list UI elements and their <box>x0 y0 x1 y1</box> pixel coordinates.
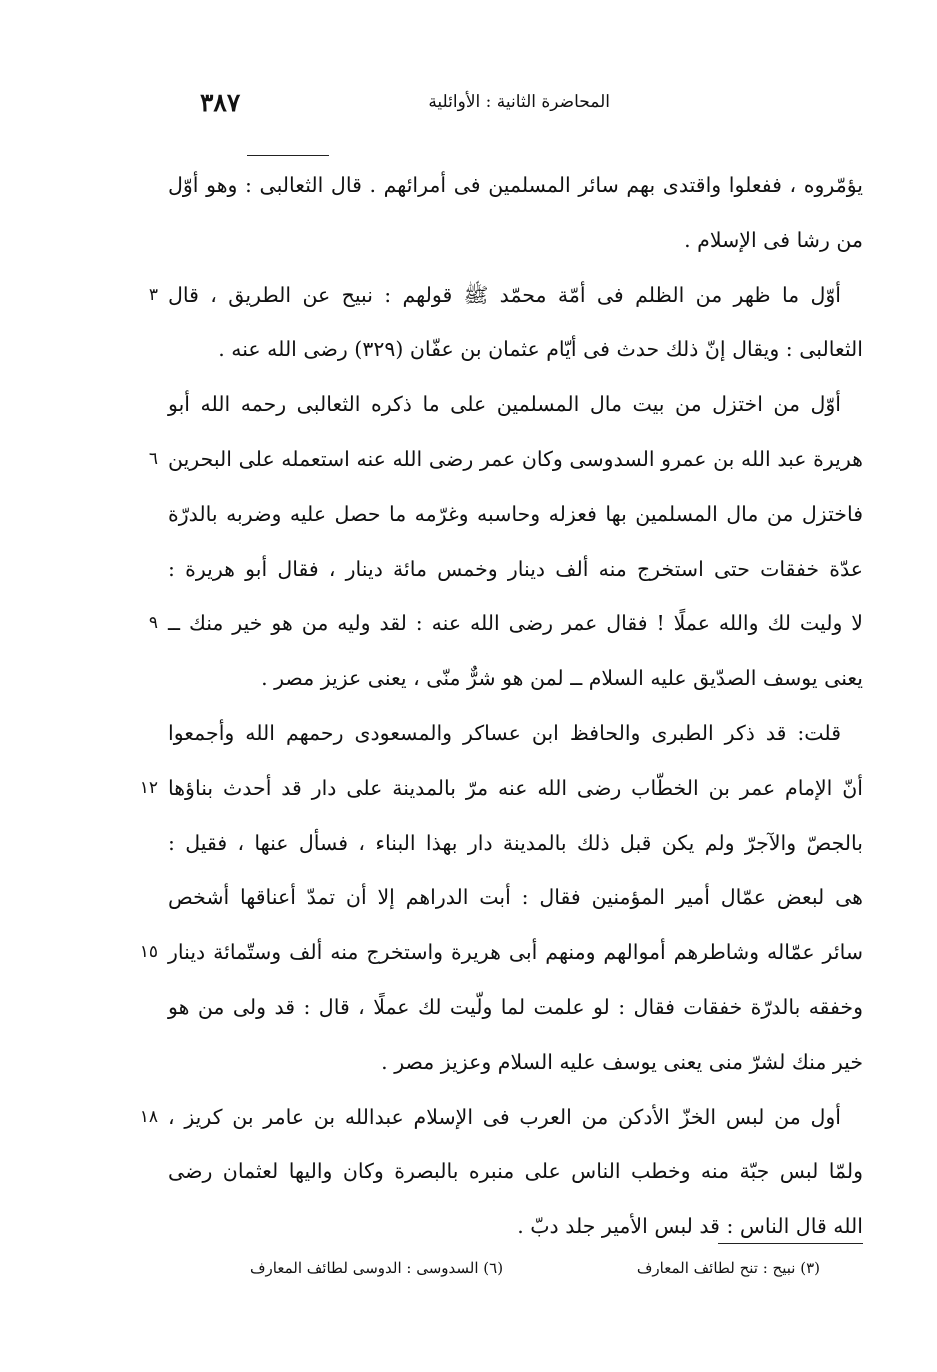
body-text <box>139 158 863 1254</box>
line-number: ١٥ <box>139 942 158 963</box>
text-line: من رشا فى الإسلام . <box>684 227 863 252</box>
text-line: يعنى يوسف الصدّيق عليه السلام ــ لمن هو شرٌّ منّى ، يعنى عزيز مصر . <box>261 666 863 691</box>
line-number: ٩ <box>148 613 158 634</box>
line-number: ٦ <box>148 448 158 469</box>
text-line: بالجصّ والآجرّ ولم يكن قبل ذلك بالمدينة دار بهذا البناء ، فسأل عنها ، فقيل : <box>168 830 863 855</box>
text-line: أول من لبس الخزّ الأدكن من العرب فى الإسلام عبدالله بن عامر بن كريز ، ١٨ <box>168 1090 863 1145</box>
text-line: فاختزل من مال المسلمين بها فعزله وحاسبه وغرّمه ما حصل عليه وضربه بالدرّة <box>168 501 863 526</box>
text-line: لا وليت لك والله عملًا ! فقال عمر رضى الله عنه : لقد وليه من هو خير منك ــ ٩ <box>168 596 863 651</box>
text-line: عدّة خفقات حتى استخرج منه ألف دينار وخمس مائة دينار ، فقال أبو هريرة : <box>168 556 863 581</box>
text-line: الله قال الناس : قد لبس الأمير جلد دبّ . <box>517 1214 863 1239</box>
footnotes <box>250 1256 820 1280</box>
line-number: ١٨ <box>139 1106 158 1127</box>
line-number: ١٢ <box>139 777 158 798</box>
text-line: هى لبعض عمّال أمير المؤمنين فقال : أبت الدراهم إلا أن تمدّ أعناقها أشخص <box>168 885 863 910</box>
text-line: سائر عمّاله وشاطرهم أموالهم ومنهم أبى هريرة واستخرج منه ألف وستّمائة دينار ١٥ <box>168 925 863 980</box>
text-line: أوّل ما ظهر من الظلم فى أمّة محمّد ﷺ قولهم : نبيح عن الطريق ، قال ٣ <box>168 268 863 323</box>
footnote-rule <box>718 1243 863 1244</box>
text-line: أنّ الإمام عمر بن الخطّاب رضى الله عنه مرّ بالمدينة على دار قد أحدث بناؤها ١٢ <box>168 761 863 816</box>
footnote: (٦) السدوسى : الدوسى لطائف المعارف <box>250 1259 504 1277</box>
text-line: أوّل من اختزل من بيت مال المسلمين على ما ذكره الثعالبى رحمه الله أبو <box>168 392 841 417</box>
text-line: ولمّا لبس جبّة منه وخطب الناس على منبره بالبصرة وكان واليها لعثمان رضى <box>168 1159 863 1184</box>
text-line: الثعالبى : ويقال إنّ ذلك حدث فى أيّام عثمان بن عفّان (٣٢٩) رضى الله عنه . <box>218 337 863 362</box>
text-line: خير منك لشرّ منى يعنى يوسف عليه السلام وعزيز مصر . <box>381 1049 863 1074</box>
overline-mark <box>247 155 329 156</box>
running-title: المحاضرة الثانية : الأوائلية <box>428 92 610 112</box>
text-line: وخفقه بالدرّة خفقات فقال : لو علمت لما ولّيت لك عملًا ، قال : قد ولى من هو <box>168 994 863 1019</box>
text-line: يؤمّروه ، ففعلوا واقتدى بهم سائر المسلمين فى أمرائهم . قال الثعالبى : وهو أوّل <box>168 173 863 197</box>
text-line: قلت: قد ذكر الطبرى والحافظ ابن عساكر والمسعودى رحمهم الله وأجمعوا <box>168 720 841 745</box>
text-line: هريرة عبد الله بن عمرو السدوسى وكان عمر رضى الله عنه استعمله على البحرين ٦ <box>168 432 863 487</box>
footnote: (٣) نبيح : تنح لطائف المعارف <box>636 1259 820 1277</box>
page-number: ٣٨٧ <box>200 88 241 117</box>
page-header <box>190 84 610 124</box>
line-number: ٣ <box>148 284 158 305</box>
